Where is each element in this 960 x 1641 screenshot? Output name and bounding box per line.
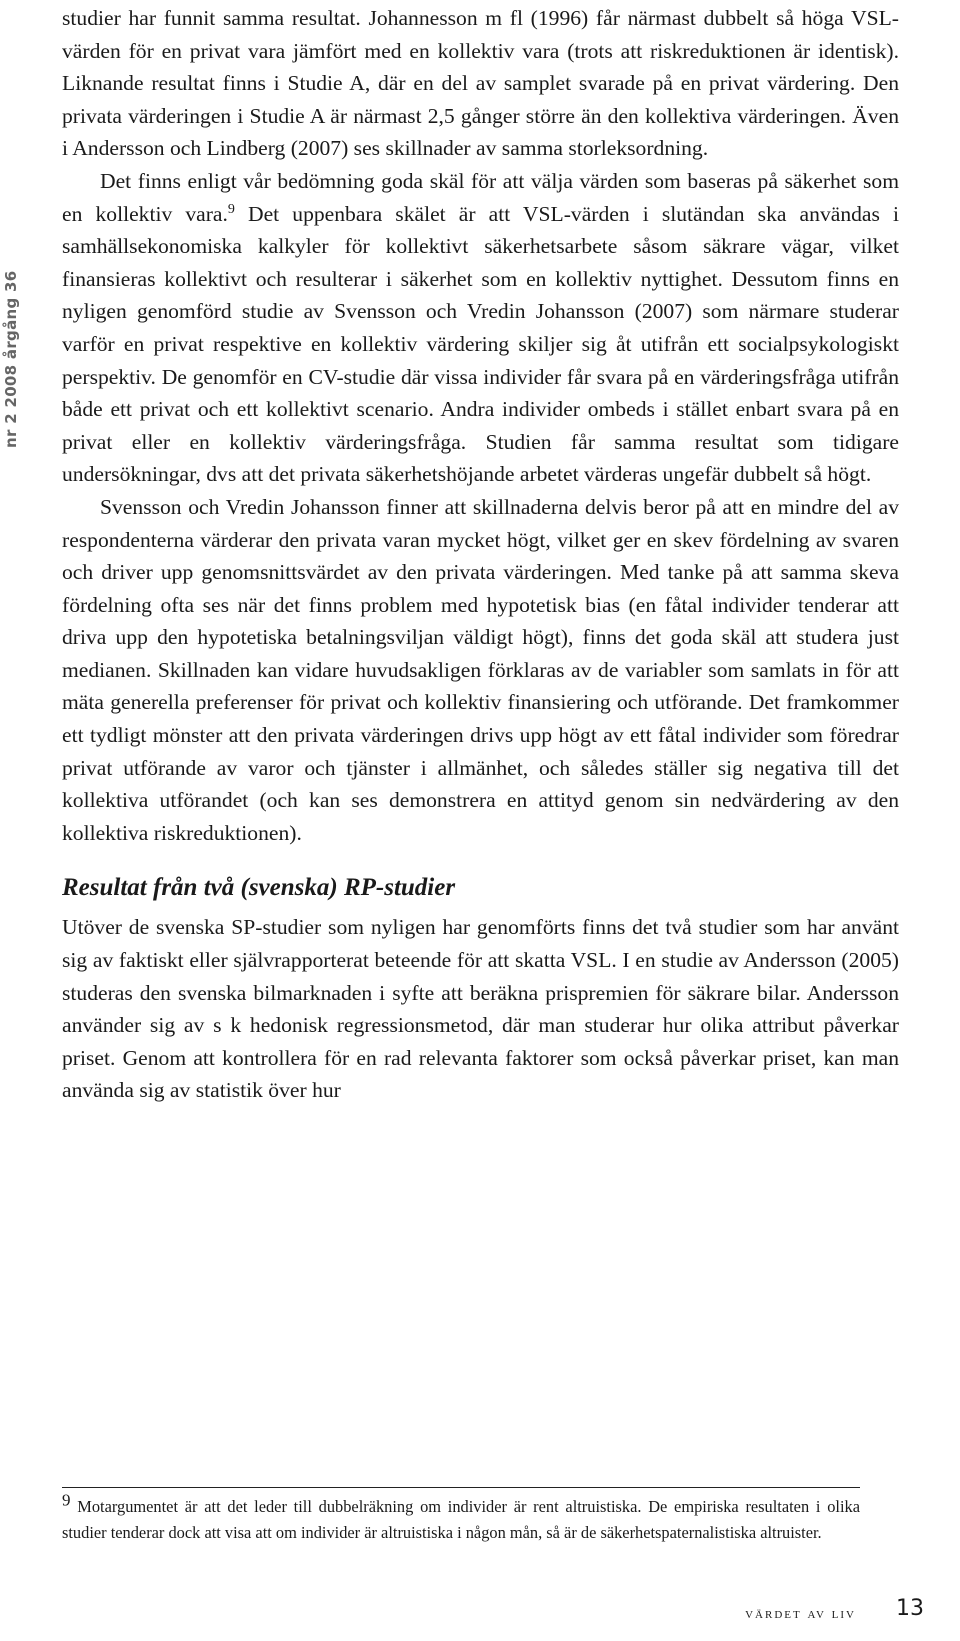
paragraph-2-start: Det finns enligt vår bedömning goda skäl för att välja värden som baseras på säkerhet som en kollektiv vara. [62,168,899,226]
footnote-text: Motargumentet är att det leder till dubbelräkning om individer är rent altruistiska. De empiriska resultaten i olika studier tenderar dock att visa att om individer är altruistiska i någon mån, så är de säkerhetspaternalistiska altruister. [62,1497,860,1542]
footnote-divider [62,1487,860,1488]
footnote [62,1490,860,1546]
section-paragraph: Utöver de svenska SP-studier som nyligen har genomförts finns det två studier som har använt sig av faktiskt eller självrapporterat beteende för att skatta VSL. I en studie av Andersson (2005) studeras den svenska bilmarknaden i syfte att beräkna prispremien för säkrare bilar. Andersson använder sig av s k hedonisk regressionsmetod, där man studerar hur olika attribut påverkar priset. Genom att kontrollera för en rad relevanta faktorer som också påverkar priset, kan man använda sig av statistik över hur [62,915,899,1103]
paragraph-2 [62,165,899,491]
paragraph-1: studier har funnit samma resultat. Johannesson m fl (1996) får närmast dubbelt så höga VSL-värden för en privat vara jämfört med en kollektiv vara (trots att riskreduktionen är identisk). Liknande resultat finns i Studie A, där en del av samplet svarade på en privat värdering. Den privata värderingen i Studie A är närmast 2,5 gånger större än den kollektiva värderingen. Även i Andersson och Lindberg (2007) ses skillnader av samma storleksordning. [62,6,899,161]
page-number: 13 [896,1596,924,1621]
footnote-ref-9[interactable]: 9 [227,201,235,217]
running-head: värdet av liv [745,1606,856,1622]
body-text [62,0,899,1107]
paragraph-2-rest: Det uppenbara skälet är att VSL-värden i slutändan ska användas i samhällsekonomiska kalkyler för kollektivt säkerhetsarbete såsom säkrare vägar, vilket finansieras kollektivt och resulterar i säkerhet som en kollektiv nyttighet. Dessutom finns en nyligen genomförd studie av Svensson och Vredin Johansson (2007) som närmare studerar varför en privat respektive en kollektiv värdering skiljer sig åt utifrån ett socialpsykologiskt perspektiv. De genomför en CV-studie där vissa individer får svara på en värderingsfråga utifrån både ett privat och ett kollektivt scenario. Andra individer ombeds i stället enbart svara på en privat eller en kollektiv värderingsfråga. Studien får samma resultat som tidigare undersökningar, dvs att det privata säkerhetshöjande arbetet värderas ungefär dubbelt så högt. [62,201,899,487]
section-heading: Resultat från två (svenska) RP-studier [62,874,456,902]
journal-issue-label: nr 2 2008 årgång 36 [2,270,20,448]
paragraph-3: Svensson och Vredin Johansson finner att skillnaderna delvis beror på att en mindre del av respondenterna värderar den privata varan mycket högt, vilket ger en skev fördelning av svaren och driver upp genomsnittsvärdet av den privata värderingen. Med tanke på att samma skeva fördelning ofta ses när det finns problem med hypotetisk bias (en fåtal individer tenderar att driva upp den hypotetiska betalningsviljan väldigt högt), finns det goda skäl att studera just medianen. Skillnaden kan vidare huvudsakligen förklaras av de variabler som samlats in för att mäta generella preferenser för privat och kollektiv finansiering och utförande. Det framkommer ett tydligt mönster att den privata värderingen drivs upp högt av ett fåtal individer som föredrar privat utförande av varor och tjänster i allmänhet, och således ställer sig negativa till det kollektiva utförandet (och kan ses demonstrera en attityd genom sin nedvärdering av den kollektiva riskreduktionen). [62,494,899,845]
footnote-number: 9 [62,1490,71,1510]
